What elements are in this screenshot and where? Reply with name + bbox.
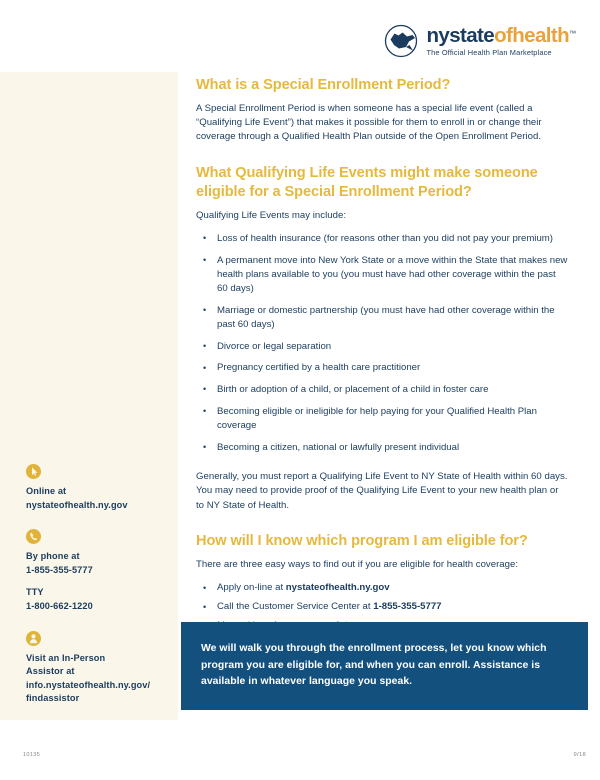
section-heading-special-enrollment-period: What is a Special Enrollment Period?	[196, 77, 451, 93]
contact-line: nystateofhealth.ny.gov	[26, 499, 128, 510]
qualifying-life-events-list	[196, 232, 568, 455]
phone-icon	[26, 529, 41, 544]
sidebar-contact-list	[26, 464, 176, 723]
list-item: • Pregnancy certified by a health care practitioner	[196, 361, 568, 375]
footer-document-code: 10135	[23, 752, 41, 758]
contact-line: info.nystateofhealth.ny.gov/	[26, 679, 151, 690]
list-item: • A permanent move into New York State or a move within the State that makes new health plans available to you (you must have had other coverage within the past 60 days)	[196, 254, 568, 297]
list-item-text: Call the Customer Service Center at	[217, 601, 374, 613]
callout-box	[181, 622, 588, 710]
contact-line: findassistor	[26, 693, 80, 704]
contact-line: Online at	[26, 486, 67, 496]
list-item: • Becoming a citizen, national or lawfully present individual	[196, 441, 568, 455]
contact-block-in-person	[26, 631, 176, 706]
callout-text: We will walk you through the enrollment process, let you know which program you are eligible for, and when you can enroll. Assistance is available in whatever language you speak.	[201, 643, 547, 687]
section2-intro: Qualifying Life Events may include:	[196, 209, 347, 221]
list-item: • Birth or adoption of a child, or placement of a child in foster care	[196, 383, 568, 397]
list-item	[196, 581, 568, 595]
section1-paragraph: A Special Enrollment Period is when someone has a special life event (called a “Qualifying Life Event”) that makes it possible for them to enroll in or change their coverage through a Qualified Health Plan outside of the Open Enrollment Period.	[196, 103, 542, 143]
new-york-state-outline-icon	[382, 24, 420, 58]
list-item: • Marriage or domestic partnership (you must have had other coverage within the past 60 days)	[196, 304, 568, 332]
list-item-emphasis: 1-855-355-5777	[373, 601, 442, 613]
section2-closing: Generally, you must report a Qualifying Life Event to NY State of Health within 60 days. You may need to provide proof of the Qualifying Life Event to your new health plan or to NY State of Health.	[196, 471, 568, 511]
person-icon	[26, 631, 41, 646]
logo-tagline: The Official Health Plan Marketplace	[426, 48, 552, 58]
logo-word-nystate: nystate	[426, 23, 495, 47]
sidebar-panel	[0, 72, 178, 720]
logo-trademark: ™	[569, 30, 576, 38]
contact-line: Visit an In-Person	[26, 652, 106, 663]
contact-block-online	[26, 464, 176, 512]
list-item	[196, 600, 568, 614]
section-heading-eligible-program: How will I know which program I am eligible for?	[196, 532, 528, 549]
brand-logo	[382, 24, 576, 58]
list-item: • Becoming eligible or ineligible for help paying for your Qualified Health Plan coverage	[196, 405, 568, 433]
contact-line: Assistor at	[26, 666, 75, 677]
section3-intro: There are three easy ways to find out if you are eligible for health coverage:	[196, 558, 519, 570]
contact-line: TTY	[26, 587, 44, 598]
mouse-cursor-icon	[26, 464, 41, 479]
list-item-emphasis: nystateofhealth.ny.gov	[285, 582, 390, 594]
footer-page-number: 9/18	[573, 752, 586, 758]
list-item: • Loss of health insurance (for reasons other than you did not pay your premium)	[196, 232, 568, 246]
contact-block-phone	[26, 529, 176, 613]
list-item: • Divorce or legal separation	[196, 340, 568, 354]
article-body	[196, 76, 568, 639]
contact-line: 1-800-662-1220	[26, 600, 93, 611]
contact-line: By phone at	[26, 551, 80, 562]
section-heading-qualifying-life-events: What Qualifying Life Events might make someone eligible for a Special Enrollment Period?	[196, 164, 538, 200]
logo-word-ofhealth: ofhealth	[494, 23, 569, 47]
contact-line: 1-855-355-5777	[26, 564, 93, 575]
list-item-text: Apply on-line at	[217, 582, 286, 594]
